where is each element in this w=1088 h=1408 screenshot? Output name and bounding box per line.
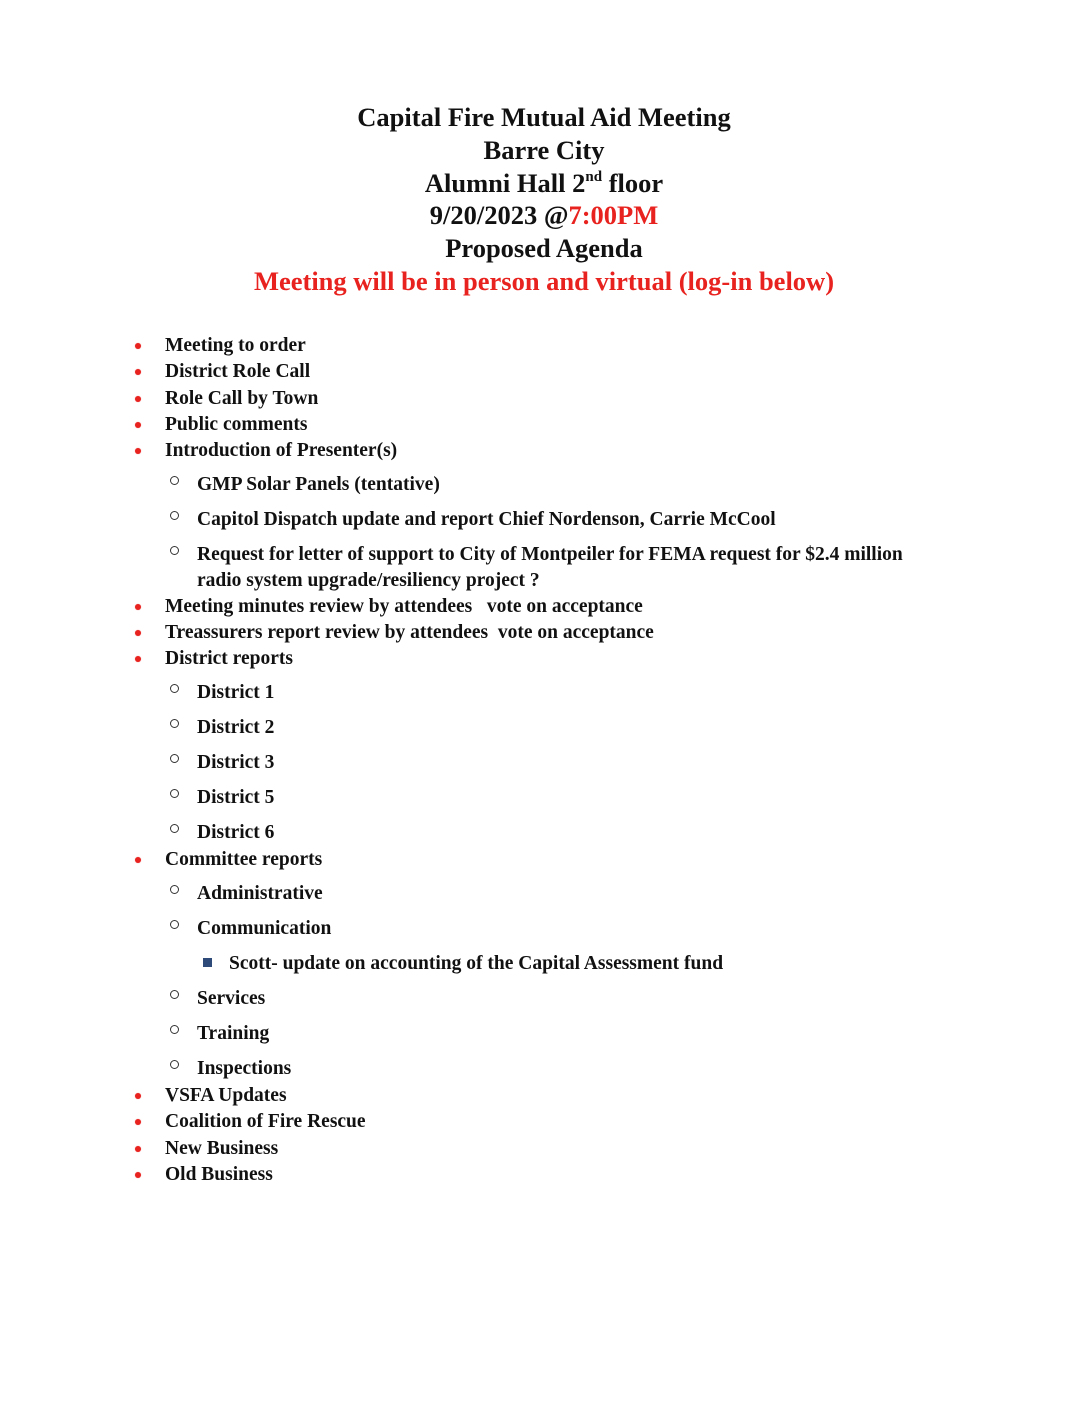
agenda-item: New Business <box>165 1138 279 1159</box>
bullet-disc-icon <box>135 1172 141 1178</box>
meeting-date: 9/20/2023 @ <box>429 200 569 231</box>
agenda-item: District 2 <box>197 717 275 738</box>
agenda-item: VSFA Updates <box>165 1085 287 1106</box>
agenda-item: Capitol Dispatch update and report Chief Nordenson, Carrie McCool <box>197 509 776 530</box>
bullet-disc-icon <box>135 1119 141 1125</box>
agenda-item: Services <box>197 988 266 1009</box>
agenda-item: District Role Call <box>165 361 311 382</box>
agenda-item: Training <box>197 1023 270 1044</box>
agenda-item: District 1 <box>197 682 275 703</box>
bullet-circle-icon <box>170 824 179 833</box>
venue-suffix: floor <box>602 167 664 198</box>
bullet-square-icon <box>203 958 212 967</box>
agenda-item: Scott- update on accounting of the Capital Assessment fund <box>229 953 724 974</box>
bullet-circle-icon <box>170 684 179 693</box>
agenda-item: Public comments <box>165 414 308 435</box>
agenda-item: Administrative <box>197 883 323 904</box>
bullet-circle-icon <box>170 990 179 999</box>
meeting-time: 7:00PM <box>568 200 659 231</box>
agenda-item: Inspections <box>197 1058 292 1079</box>
agenda-item: Coalition of Fire Rescue <box>165 1111 366 1132</box>
agenda-item: Request for letter of support to City of Montpeiler for FEMA request for $2.4 million <box>197 544 903 565</box>
agenda-item: Old Business <box>165 1164 273 1185</box>
bullet-circle-icon <box>170 511 179 520</box>
agenda-item-continuation: radio system upgrade/resiliency project ? <box>197 570 540 591</box>
agenda-item: GMP Solar Panels (tentative) <box>197 474 440 495</box>
bullet-disc-icon <box>135 422 141 428</box>
bullet-disc-icon <box>135 369 141 375</box>
bullet-circle-icon <box>170 476 179 485</box>
agenda-item: Treassurers report review by attendees vote on acceptance <box>165 622 654 643</box>
agenda-item: Meeting to order <box>165 335 306 356</box>
bullet-circle-icon <box>170 920 179 929</box>
bullet-disc-icon <box>135 343 141 349</box>
bullet-circle-icon <box>170 885 179 894</box>
agenda-item: District reports <box>165 648 293 669</box>
bullet-disc-icon <box>135 448 141 454</box>
bullet-circle-icon <box>170 546 179 555</box>
bullet-circle-icon <box>170 1025 179 1034</box>
meeting-location: Barre City <box>483 134 605 165</box>
bullet-disc-icon <box>135 396 141 402</box>
bullet-disc-icon <box>135 857 141 863</box>
agenda-item: Introduction of Presenter(s) <box>165 440 398 461</box>
venue-superscript: nd <box>585 168 603 185</box>
bullet-circle-icon <box>170 1060 179 1069</box>
bullet-disc-icon <box>135 604 141 610</box>
agenda-item: Communication <box>197 918 332 939</box>
bullet-circle-icon <box>170 719 179 728</box>
agenda-item: District 5 <box>197 787 275 808</box>
agenda-item: Meeting minutes review by attendees vote on acceptance <box>165 596 643 617</box>
agenda-item: District 6 <box>197 822 275 843</box>
bullet-circle-icon <box>170 789 179 798</box>
venue-prefix: Alumni Hall 2 <box>424 167 586 198</box>
bullet-disc-icon <box>135 1093 141 1099</box>
meeting-title: Capital Fire Mutual Aid Meeting <box>357 102 731 132</box>
agenda-item: Committee reports <box>165 849 323 870</box>
bullet-disc-icon <box>135 1146 141 1152</box>
bullet-circle-icon <box>170 754 179 763</box>
bullet-disc-icon <box>135 630 141 636</box>
meeting-notice: Meeting will be in person and virtual (log-in below) <box>253 265 835 296</box>
agenda-item: District 3 <box>197 752 275 773</box>
bullet-disc-icon <box>135 656 141 662</box>
agenda-item: Role Call by Town <box>165 388 319 409</box>
agenda-subtitle: Proposed Agenda <box>445 233 643 264</box>
